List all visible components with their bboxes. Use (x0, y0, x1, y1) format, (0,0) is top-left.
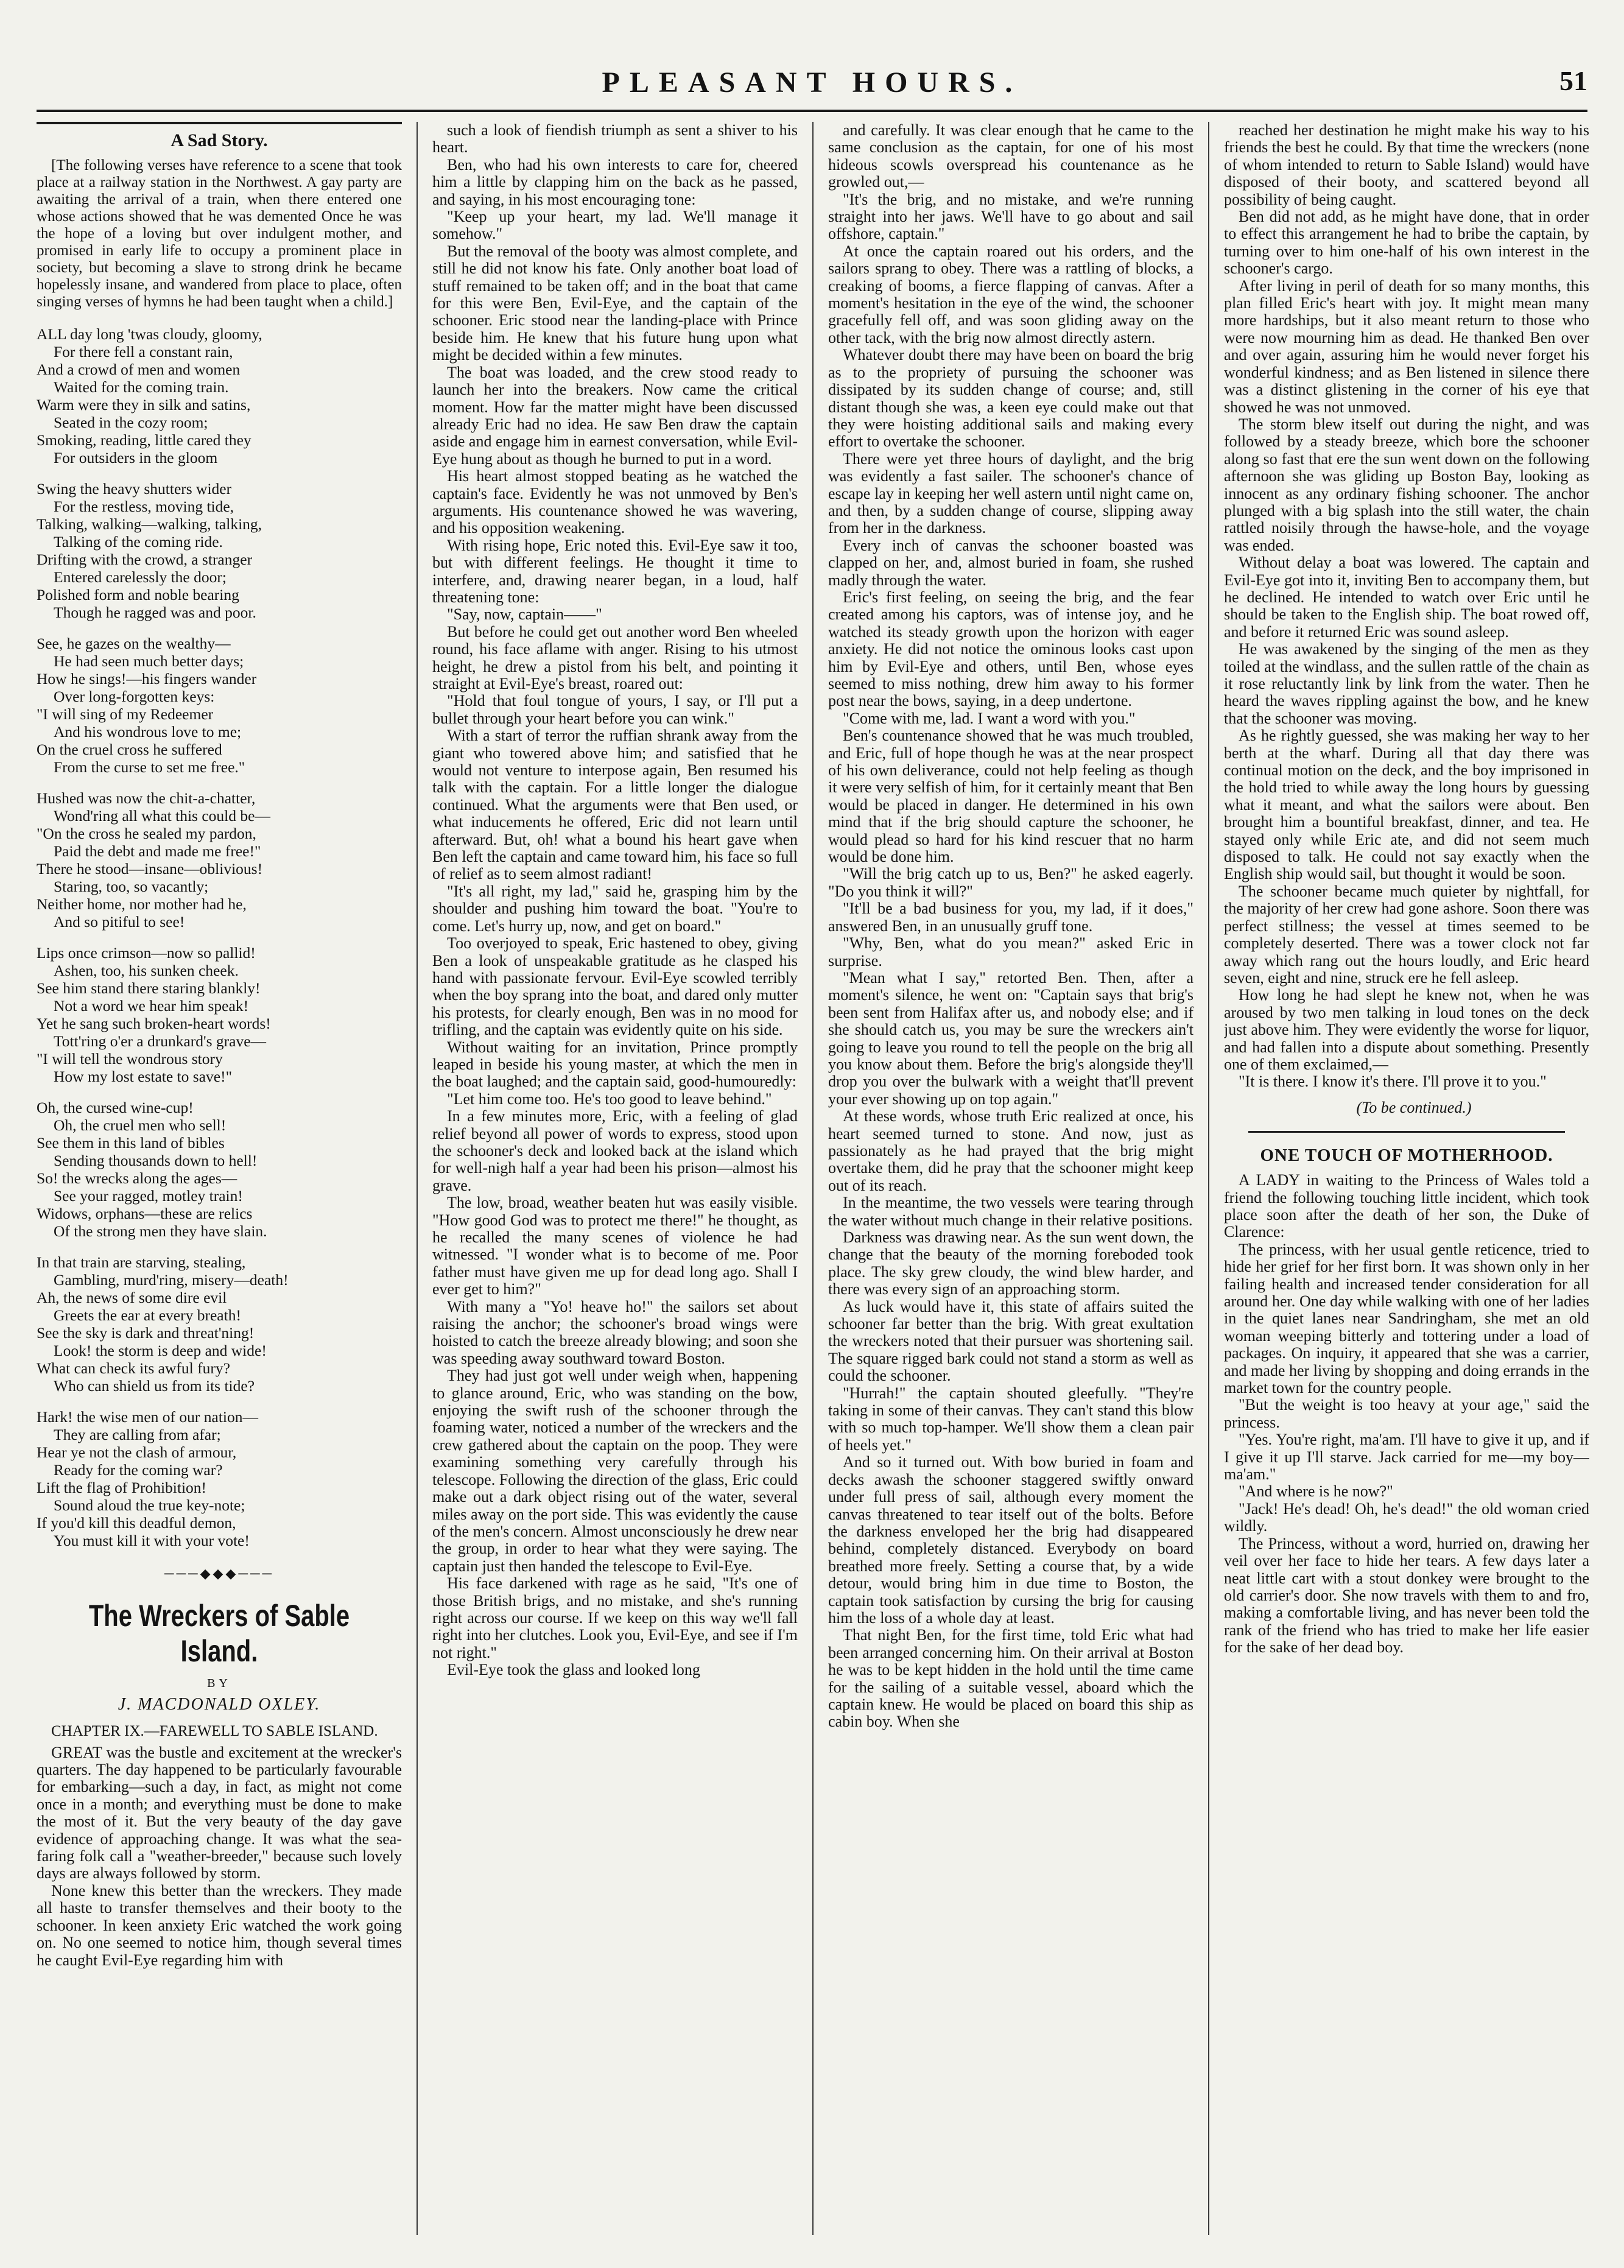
poem-line: Drifting with the crowd, a stranger (37, 551, 253, 568)
paragraph: such a look of fiendish triumph as sent a shiver to his heart. (432, 122, 798, 157)
poem-line: For the restless, moving tide, (54, 498, 234, 515)
poem-line: Hark! the wise men of our nation— (37, 1408, 258, 1426)
paragraph: And so it turned out. With bow buried in foam and decks awash the schooner staggered swiftly onward under full press of sail, although every moment the canvas threatened to tear itself out of the bolts. Before the darkness enveloped her the brig had disappeared behind, completely distanced. Everybody on board breathed more freely. Setting a course that, by a wide detour, would bring him in due time to Boston, the captain took satisfaction by cursing the brig for causing him the loss of a whole day at least. (828, 1453, 1193, 1627)
paragraph: "Jack! He's dead! Oh, he's dead!" the old woman cried wildly. (1224, 1499, 1589, 1535)
motherhood-text (1224, 1172, 1589, 1656)
column-rule (1208, 122, 1209, 2235)
paragraph: His heart almost stopped beating as he watched the captain's face. Evidently he was not unmoved by Ben's arguments. His countenance showed he was wavering, and his opposition weakening. (432, 467, 798, 537)
poem-line: Oh, the cursed wine-cup! (37, 1099, 194, 1116)
poem-line: "I will sing of my Redeemer (37, 705, 214, 723)
paragraph: GREAT was the bustle and excitement at the wrecker's quarters. The day happened to be particularly favourable for embarking—such a day, in fact, as might not come once in a month; and everything must be done to make the most of it. But the very beauty of the day gave evidence of approaching change. It was what the sea-faring folk call a "weather-breeder," because such lovely days are always followed by storm. (37, 1743, 402, 1882)
paragraph: How long he had slept he knew not, when he was aroused by two men talking in loud tones on the deck just above him. They were evidently the worse for liquor, and had fallen into a dispute about something. Presently one of them exclaimed,— (1224, 986, 1589, 1073)
masthead-title: PLEASANT HOURS. (602, 66, 1022, 99)
poem-line: How my lost estate to save!" (54, 1068, 232, 1085)
column-3 (828, 122, 1193, 2235)
paragraph: "Say, now, captain——" (447, 605, 602, 624)
poem-line: Ashen, too, his sunken cheek. (54, 962, 239, 979)
poem-line: See your ragged, motley train! (54, 1187, 243, 1205)
poem-line: They are calling from afar; (54, 1426, 221, 1443)
column-2 (432, 122, 798, 2235)
column-4 (1224, 122, 1589, 2235)
paragraph: Evil-Eye took the glass and looked long (447, 1661, 700, 1679)
byline-label: BY (207, 1677, 231, 1691)
poem-line: For there fell a constant rain, (54, 343, 233, 361)
poem-line: Tott'ring o'er a drunkard's grave— (54, 1032, 267, 1050)
poem-line: And his wondrous love to me; (54, 723, 242, 741)
paragraph: "It's the brig, and no mistake, and we're running straight into her jaws. We'll have to go about and sail offshore, captain." (828, 190, 1193, 243)
paragraph: The Princess, without a word, hurried on, drawing her veil over her face to hide her tears. A few days later a neat little cart with a stout donkey were brought to the old carrier's door. She now travels with them to and fro, making a comfortable living, and has never been told the rank of the friend who has tried to make her life easier for the sake of her dead boy. (1224, 1534, 1589, 1657)
poem-line: ALL day long 'twas cloudy, gloomy, (37, 325, 262, 343)
paragraph: "Come with me, lad. I want a word with you." (843, 709, 1136, 727)
poem-line: On the cruel cross he suffered (37, 741, 222, 758)
paragraph: After living in peril of death for so many months, this plan filled Eric's heart with joy. It might mean many more hardships, but it also meant return to those who were now mourning him as dead. He thanked Ben over and over again, assuring him he would never forget his wonderful kindness; and as Ben listened in silence there was a distinct glistening in the corner of his eye that showed he was not unmoved. (1224, 276, 1589, 416)
poem-line: Talking of the coming ride. (54, 533, 223, 551)
paragraph: "Let him come too. He's too good to leave behind." (447, 1090, 772, 1108)
sad-story-intro: [The following verses have reference to a scene that took place at a railway station in the Northwest. A gay party are awaiting the arrival of a train, when there entered one whose actions showed that he was demented Once he was the hope of a loving but over indulgent mother, and promised in early life to occupy a prominent place in society, but becoming a slave to strong drink he became hopelessly insane, and wandered from place to place, often singing verses of hymns he had been taught when a child.] (37, 157, 402, 310)
poem-line: See the sky is dark and threat'ning! (37, 1324, 255, 1342)
poem-line: Smoking, reading, little cared they (37, 431, 251, 449)
poem-line: Lips once crimson—now so pallid! (37, 944, 256, 962)
paragraph: Ben, who had his own interests to care for, cheered him a little by clapping him on the back as he passed, and saying, in his most encouraging tone: (432, 155, 798, 208)
poem-line: In that train are starving, stealing, (37, 1253, 246, 1271)
poem-line: Ah, the news of some dire evil (37, 1289, 227, 1306)
poem-line: From the curse to set me free." (54, 758, 245, 776)
paragraph: There were yet three hours of daylight, and the brig was evidently a fast sailer. The schooner's chance of escape lay in keeping her well astern until night came on, and then, by a sudden change of course, slipping away from her in the darkness. (828, 449, 1193, 537)
poem-line: "I will tell the wondrous story (37, 1050, 223, 1068)
paragraph: "Yes. You're right, ma'am. I'll have to give it up, and if I give it up I'll starve. Jack carried for me—my boy—ma'am." (1224, 1431, 1589, 1484)
poem-line: Neither home, nor mother had he, (37, 895, 247, 913)
poem-line: Staring, too, so vacantly; (54, 878, 209, 895)
chapter-heading: CHAPTER IX.—FAREWELL TO SABLE ISLAND. (51, 1723, 378, 1740)
paragraph: "Hold that foul tongue of yours, I say, or I'll put a bullet through your heart before you can wink." (432, 692, 798, 727)
paragraph: But before he could get out another word Ben wheeled round, his face aflame with anger. Rising to his utmost height, he drew a pistol from his belt, and pointing it straight at Evil-Eye's breast, roared out: (432, 622, 798, 692)
paragraph: reached her destination he might make his way to his friends the best he could. By that time the wreckers (none of whom intended to return to Sable Island) would have disposed of their booty, and scattered beyond all possibility of being caught. (1224, 122, 1589, 208)
poem-line: He had seen much better days; (54, 652, 244, 670)
column-rule (812, 122, 814, 2235)
paragraph: The boat was loaded, and the crew stood ready to launch her into the breakers. Now came the critical moment. How far the matter might have been discussed already Eric had no idea. He saw Ben draw the captain aside and engage him in earnest conversation, while Evil-Eye hung about as though he burned to put in a word. (432, 363, 798, 468)
section-divider (1248, 1131, 1565, 1133)
paragraph: Without waiting for an invitation, Prince promptly leaped in beside his young master, at which the men in the boat laughed; and the captain said, good-humouredly: (432, 1038, 798, 1091)
paragraph: "Mean what I say," retorted Ben. Then, after a moment's silence, he went on: "Captain says that brig's been sent from Halifax after us, and nobody else; and if she should catch us, you may be sure the wreckers ain't going to leave you round to tell the people on the brig all you know about them. Before the brig's alongside they'll drop you over the bulwark with a weight that'll prevent your ever showing up on top again." (828, 968, 1193, 1108)
poem-stanza (37, 1253, 402, 1395)
poem-line: Of the strong men they have slain. (54, 1222, 267, 1240)
wreckers-text-col4 (1224, 122, 1589, 1091)
poem-line: So! the wrecks along the ages— (37, 1169, 237, 1187)
paragraph: "Why, Ben, what do you mean?" asked Eric in surprise. (828, 934, 1193, 970)
poem-line: Ready for the coming war? (54, 1461, 223, 1479)
paragraph: None knew this better than the wreckers. They made all haste to transfer themselves and their booty to the schooner. In keen anxiety Eric watched the work going on. No one seemed to notice him, though several times he caught Evil-Eye regarding him with (37, 1881, 402, 1969)
paragraph: As he rightly guessed, she was making her way to her berth at the wharf. During all that day there was continual motion on the deck, and the boy imprisoned in the hold tried to while away the long hours by guessing what it meant, and what the sailors were about. Ben brought him a bountiful breakfast, dinner, and tea. He stayed only while Eric ate, and did not seem much disposed to talk. He could not say exactly when the English ship would sail, but thought it would be soon. (1224, 727, 1589, 883)
page-number: 51 (1559, 65, 1587, 96)
poem-line: Seated in the cozy room; (54, 414, 208, 431)
poem-line: Waited for the coming train. (54, 378, 229, 396)
paragraph: Ben's countenance showed that he was much troubled, and Eric, full of hope though he was at the near prospect of his own deliverance, could not help feeling as though it were very selfish of him, for it certainly meant that Ben would be placed in danger. He determined in his own mind that if the brig should capture the schooner, he would plead so hard for his kind rescuer that no harm would be done him. (828, 727, 1193, 866)
paragraph: Too overjoyed to speak, Eric hastened to obey, giving Ben a look of unspeakable gratitude as he clasped his hand with passionate fervour. Evil-Eye scowled terribly when the boy sprang into the boat, and dared only mutter his protests, for clearly enough, Ben was in no mood for trifling, and the captain was evidently quite on his side. (432, 934, 798, 1039)
paragraph: "It's all right, my lad," said he, grasping him by the shoulder and pushing him toward the boat. "You're to come. Let's hurry up, now, and get on board." (432, 882, 798, 935)
poem-stanza (37, 1408, 402, 1549)
paragraph: At once the captain roared out his orders, and the sailors sprang to obey. There was a rattling of blocks, a creaking of booms, a fierce flapping of canvas. After a moment's hesitation in the eye of the wind, the schooner gracefully fell off, and was soon gliding away on the other tack, with the brig now almost directly astern. (828, 242, 1193, 347)
poem-line: Swing the heavy shutters wider (37, 480, 232, 498)
paragraph: He was awakened by the singing of the men as they toiled at the windlass, and the sullen rattle of the chain as it rose reluctantly link by link from the water. Then he heard the waves rippling against the bow, and he knew that the schooner was moving. (1224, 640, 1589, 727)
column-1 (37, 122, 402, 2235)
paragraph: Without delay a boat was lowered. The captain and Evil-Eye got into it, inviting Ben to accompany them, but he declined. He intended to watch over Eric until he should be taken to the English ship. The boat rowed off, and before it returned Eric was sound asleep. (1224, 554, 1589, 641)
paragraph: That night Ben, for the first time, told Eric what had been arranged concerning him. On their arrival at Boston he was to be kept hidden in the hold until the time came for the sailing of a suitable vessel, aboard which the captain knew. He would be placed on board this ship as cabin boy. When she (828, 1626, 1193, 1731)
poem-line: Oh, the cruel men who sell! (54, 1116, 227, 1134)
poem-line: Look! the storm is deep and wide! (54, 1342, 267, 1359)
wreckers-text-col3 (828, 122, 1193, 1731)
poem-line: Warm were they in silk and satins, (37, 396, 251, 414)
poem-line: Lift the flag of Prohibition! (37, 1479, 207, 1496)
to-be-continued: (To be continued.) (1356, 1098, 1472, 1116)
paragraph: The princess, with her usual gentle reticence, tried to hide her grief for her first born. It was shown only in her failing health and increased tender consideration for all around her. One day while walking with one of her ladies in the quiet lanes near Sandringham, she met an old woman weeping bitterly and tottering under a load of packages. On inquiry, it appeared that she was a carrier, and made her living by shopping and doing errands in the market town for the country people. (1224, 1240, 1589, 1397)
poem-line: Yet he sang such broken-heart words! (37, 1015, 271, 1032)
poem-stanza (37, 789, 402, 931)
paragraph: The storm blew itself out during the night, and was followed by a steady breeze, which bore the schooner along so fast that ere the sun went down on the following afternoon she was gliding up Boston Bay, looking as innocent as any ordinary fishing schooner. The anchor plunged with a big splash into the still water, the chain rattled noisily through the hawse-hole, and the voyage was ended. (1224, 415, 1589, 554)
poem-line: What can check its awful fury? (37, 1359, 230, 1377)
column-rule (417, 122, 418, 2235)
poem-stanza (37, 635, 402, 776)
poem-stanza (37, 480, 402, 621)
poem-line: Polished form and noble bearing (37, 586, 239, 604)
paragraph: Ben did not add, as he might have done, that in order to effect this arrangement he had to bribe the captain, by turning over to him one-half of his own interest in the schooner's cargo. (1224, 208, 1589, 278)
top-rule (37, 122, 402, 124)
poem-stanza (37, 1099, 402, 1240)
poem-line: There he stood—insane—oblivious! (37, 860, 263, 878)
paragraph: The schooner became much quieter by nightfall, for the majority of her crew had gone ashore. Soon there was perfect stillness; the vessel at times seemed to be completely deserted. There was a tower clock not far away which rang out the hours loudly, and Eric heard seven, eight and nine, struck ere he fell asleep. (1224, 882, 1589, 987)
paragraph: With rising hope, Eric noted this. Evil-Eye saw it too, but with different feelings. He thought it time to interfere, and, drawing nearer began, in a loud, half threatening tone: (432, 536, 798, 606)
sad-story-title: A Sad Story. (170, 130, 268, 150)
poem-line: Talking, walking—walking, talking, (37, 515, 262, 533)
sad-story-poem (37, 325, 402, 1549)
poem-line: If you'd kill this deadful demon, (37, 1514, 236, 1532)
poem-line: Entered carelessly the door; (54, 568, 227, 586)
poem-line: Greets the ear at every breath! (54, 1306, 241, 1324)
paragraph: With a start of terror the ruffian shrank away from the giant who towered above him; and satisfied that he would not venture to interpose again, Ben resumed his talk with the captain. For a little longer the dialogue continued. What the arguments were that Ben used, or what inducements he offered, Eric did not learn until afterward. But, oh! what a bound his heart gave when Ben left the captain and came toward him, his face so full of relief as to seem almost radiant! (432, 727, 798, 883)
poem-line: Over long-forgotten keys: (54, 688, 215, 705)
paragraph: "Keep up your heart, my lad. We'll manage it somehow." (432, 208, 798, 243)
paragraph: At these words, whose truth Eric realized at once, his heart seemed turned to stone. And now, just as passionately as he had prayed that the brig might overtake them, did he pray that the schooner might keep out of its reach. (828, 1107, 1193, 1194)
paragraph: A LADY in waiting to the Princess of Wales told a friend the following touching little incident, which took place soon after the death of her son, the Duke of Clarence: (1224, 1171, 1589, 1241)
paragraph: But the removal of the booty was almost complete, and still he did not know his fate. Only another boat load of stuff remained to be taken off; and in the boat that came for this were Ben, Evil-Eye, and the captain of the schooner. Eric stood near the landing-place with Prince beside him. He knew that his future hung upon what might be decided within a few minutes. (432, 242, 798, 364)
poem-line: Gambling, murd'ring, misery—death! (54, 1271, 289, 1289)
paragraph: Eric's first feeling, on seeing the brig, and the fear created among his captors, was of intense joy, and he watched its steady growth upon the horizon with eager anxiety. He did not notice the ominous looks cast upon him by Evil-Eye and others, until Ben, whose eyes seemed to miss nothing, drew him away to his former post near the bows, saying, in a deep undertone. (828, 588, 1193, 710)
poem-line: Sending thousands down to hell! (54, 1152, 258, 1169)
poem-line: Widows, orphans—these are relics (37, 1205, 253, 1222)
poem-line: Sound aloud the true key-note; (54, 1496, 245, 1514)
paragraph: In a few minutes more, Eric, with a feeling of glad relief beyond all power of words to express, stood upon the schooner's deck and looked back at the island which for well-nigh half a year had been his prison—almost his grave. (432, 1107, 798, 1194)
poem-stanza (37, 944, 402, 1085)
paragraph: They had just got well under weigh when, happening to glance around, Eric, who was standing on the bow, enjoying the swift rush of the schooner through the foaming water, noticed a number of the wreckers and the crew gathered about the captain on the poop. They were examining something very carefully through his telescope. Following the direction of the glass, Eric could make out a dark object rising out of the water, several miles away on the port side. This was evidently the cause of the men's concern. Almost unconsciously he drew near the group, in order to hear what they were saying. The captain just then handed the telescope to Evil-Eye. (432, 1367, 798, 1575)
paragraph: The low, broad, weather beaten hut was easily visible. "How good God was to protect me there!" he thought, as he recalled the many scenes of violence he had witnessed. "I wonder what is to become of me. Poor father must have given me up for dead long ago. Shall I ever get to him?" (432, 1194, 798, 1298)
paragraph: "Will the brig catch up to us, Ben?" he asked eagerly. "Do you think it will?" (828, 865, 1193, 900)
paragraph: Darkness was drawing near. As the sun went down, the change that the beauty of the morning foreboded took place. The sky grew cloudy, the wind blew harder, and there was every sign of an approaching storm. (828, 1228, 1193, 1298)
motherhood-title: ONE TOUCH OF MOTHERHOOD. (1260, 1146, 1553, 1166)
paragraph: Every inch of canvas the schooner boasted was clapped on her, and, almost buried in foam, she rushed madly through the water. (828, 536, 1193, 589)
paragraph: and carefully. It was clear enough that he came to the same conclusion as the captain, for one of his most hideous scowls overspread his countenance as he growled out,— (828, 122, 1193, 191)
poem-line: You must kill it with your vote! (54, 1532, 250, 1549)
author-name: J. MACDONALD OXLEY. (118, 1694, 321, 1714)
poem-line: "On the cross he sealed my pardon, (37, 825, 256, 842)
section-divider: ───◆◆◆─── (164, 1566, 275, 1581)
paragraph: With many a "Yo! heave ho!" the sailors set about raising the anchor; the schooner's broad wings were hoisted to catch the breeze already blowing; and soon she was speeding away southward toward Boston. (432, 1297, 798, 1367)
wreckers-text-col2 (432, 122, 798, 1679)
wreckers-text-col1 (37, 1744, 402, 1969)
poem-line: Not a word we hear him speak! (54, 997, 249, 1015)
poem-line: Hushed was now the chit-a-chatter, (37, 789, 256, 807)
poem-line: See him stand there staring blankly! (37, 979, 261, 997)
wreckers-title: The Wreckers of Sable Island. (88, 1599, 350, 1669)
poem-line: Though he ragged was and poor. (54, 604, 256, 621)
poem-line: Who can shield us from its tide? (54, 1377, 255, 1395)
poem-line: See, he gazes on the wealthy— (37, 635, 231, 652)
paragraph: "It'll be a bad business for you, my lad, if it does," answered Ben, in an unusually gruff tone. (828, 900, 1193, 935)
paragraph: "But the weight is too heavy at your age," said the princess. (1224, 1396, 1589, 1431)
poem-line: How he sings!—his fingers wander (37, 670, 257, 688)
poem-line: For outsiders in the gloom (54, 449, 218, 467)
poem-line: And so pitiful to see! (54, 913, 185, 931)
masthead (37, 61, 1587, 112)
paragraph: His face darkened with rage as he said, "It's one of those British brigs, and no mistake, and she's running right across our course. If we keep on this way we'll fall right into her clutches. Look you, Evil-Eye, and see if I'm not right." (432, 1574, 798, 1661)
paragraph: "Hurrah!" the captain shouted gleefully. "They're taking in some of their canvas. They can't stand this blow with so much top-hamper. We'll show them a clean pair of heels yet." (828, 1384, 1193, 1454)
poem-line: Hear ye not the clash of armour, (37, 1443, 237, 1461)
poem-line: And a crowd of men and women (37, 361, 241, 378)
poem-stanza (37, 325, 402, 467)
paragraph: Whatever doubt there may have been on board the brig as to the propriety of pursuing the schooner was dissipated by its sudden change of course; and, still distant though she was, a keen eye could make out that they were hoisting additional sails and making every effort to overtake the schooner. (828, 346, 1193, 451)
poem-line: See them in this land of bibles (37, 1134, 225, 1152)
paragraph: As luck would have it, this state of affairs suited the schooner far better than the brig. With great exultation the wreckers noted that their pursuer was shortening sail. The square rigged bark could not stand a storm as well as could the schooner. (828, 1297, 1193, 1385)
paragraph: In the meantime, the two vessels were tearing through the water without much change in their relative positions. (828, 1194, 1193, 1229)
paragraph: "And where is he now?" (1239, 1482, 1393, 1501)
poem-line: Wond'ring all what this could be— (54, 807, 270, 825)
poem-line: Paid the debt and made me free!" (54, 842, 261, 860)
paragraph: "It is there. I know it's there. I'll prove it to you." (1239, 1072, 1547, 1091)
